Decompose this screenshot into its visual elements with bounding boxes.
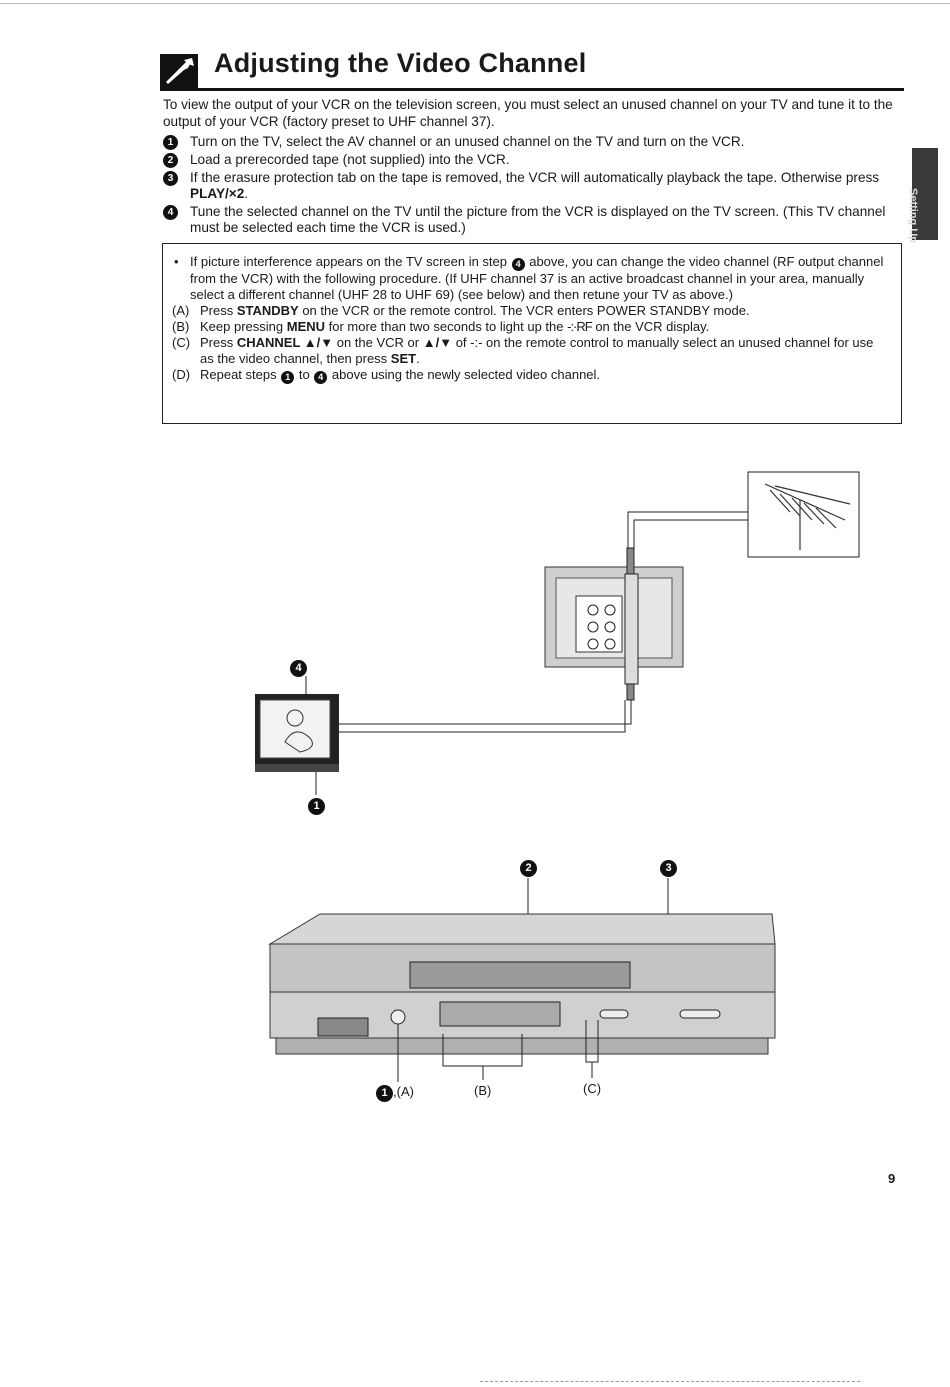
note-procedure-text: Repeat steps 1 to 4 above using the newly selected video channel. (200, 367, 601, 382)
note-procedure-item (172, 335, 890, 367)
note-procedure-text: Keep pressing MENU for more than two seconds to light up the -:·RF on the VCR display. (200, 319, 710, 334)
note-procedure-label: (B) (172, 319, 190, 334)
intro-paragraph: To view the output of your VCR on the television screen, you must select an unused channel on your TV and tune it to the output of your VCR (factory preset to UHF channel 37). (163, 97, 893, 129)
connection-diagram (0, 440, 950, 810)
section-tab-label: Setting Up (907, 188, 919, 243)
bottom-rule (480, 1381, 860, 1382)
vcr-rear-panel (545, 548, 683, 700)
step-item (163, 152, 908, 168)
note-procedure-item (172, 319, 890, 335)
step-text: Tune the selected channel on the TV until the picture from the VCR is displayed on the TV screen. (This TV channel must be selected each time the VCR is used.) (190, 204, 886, 235)
label-c: (C) (583, 1081, 602, 1096)
step-number: 2 (163, 153, 178, 168)
wrench-icon (160, 54, 198, 88)
callout-step-1-tv: 1 (308, 798, 325, 815)
antenna-icon (765, 484, 850, 550)
label-a: ,(A) (393, 1084, 414, 1099)
note-procedure-item (172, 367, 890, 384)
tv-cable (338, 700, 631, 724)
vcr-body-top (270, 914, 775, 944)
note-content (172, 254, 890, 384)
note-procedure-label: (D) (172, 367, 191, 382)
vcr-display (440, 1002, 560, 1026)
step-item (163, 134, 908, 150)
antenna-frame (748, 472, 859, 557)
step-number: 1 (163, 135, 178, 150)
heading (160, 48, 904, 91)
tv-icon (255, 676, 339, 795)
cassette-slot (410, 962, 630, 988)
callout-step-3-vcr: 3 (660, 860, 677, 877)
step-number: 4 (163, 205, 178, 220)
note-procedure-text: Press STANDBY on the VCR or the remote control. The VCR enters POWER STANDBY mode. (200, 303, 750, 318)
label-b: (B) (474, 1083, 492, 1098)
page-number: 9 (888, 1171, 896, 1186)
note-procedure-label: (C) (172, 335, 191, 350)
steps-list (163, 134, 908, 238)
step-text: If the erasure protection tab on the tape is removed, the VCR will automatically playback the tape. Otherwise press PLAY/×2. (190, 170, 880, 201)
section-tab (907, 148, 938, 243)
step-text: Load a prerecorded tape (not supplied) into the VCR. (190, 152, 510, 167)
step-item (163, 204, 908, 236)
note-procedure-text: Press CHANNEL ▲/▼ on the VCR or ▲/▼ of -:- on the remote control to manually select an unused channel for use as the video channel, then press SET. (200, 335, 874, 366)
note-procedure-label: (A) (172, 303, 190, 318)
note-procedure-item (172, 303, 890, 319)
step-item (163, 170, 908, 202)
step-text: Turn on the TV, select the AV channel or an unused channel on the TV and turn on the VCR. (190, 134, 745, 149)
callout-step-4-tv: 4 (290, 660, 307, 677)
antenna-cable (628, 512, 748, 572)
callout-step-2-vcr: 2 (520, 860, 537, 877)
vcr-front-diagram (0, 860, 950, 1100)
callout-step-1-front: 1 (376, 1085, 393, 1102)
step-number: 3 (163, 171, 178, 186)
note-bullet: • If picture interference appears on the TV screen in step 4 above, you can change the video channel (RF output channel from the VCR) with the following procedure. (If UHF channel 37 is an active broadcast channel in your area, manually select a different channel (UHF 28 to UHF 69) (see below) and then retune your TV as above.) (172, 254, 890, 303)
note-box (162, 243, 902, 424)
top-rule (0, 3, 950, 4)
page-title: Adjusting the Video Channel (214, 48, 587, 78)
